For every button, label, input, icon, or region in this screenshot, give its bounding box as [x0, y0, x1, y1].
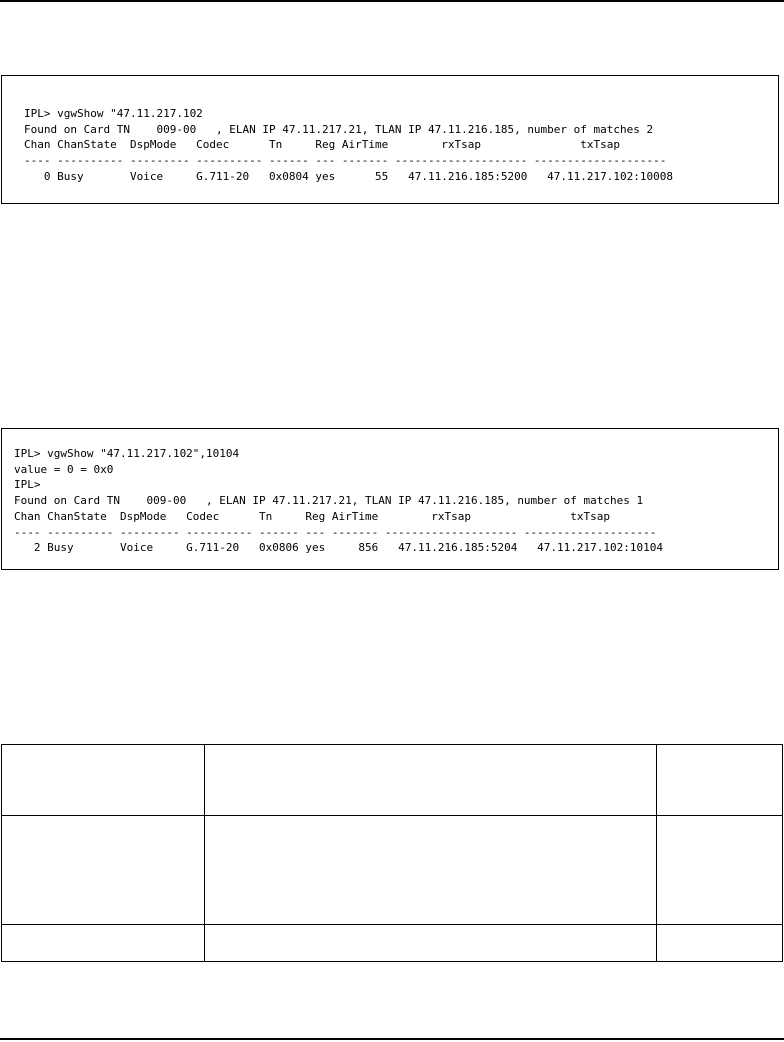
terminal-line: Found on Card TN 009-00 , ELAN IP 47.11.217.21, TLAN IP 47.11.216.185, number of matches 2 [24, 122, 654, 136]
table-cell [657, 745, 783, 816]
terminal-line: ---- ---------- --------- ---------- ------ --- ------- -------------------- -------------------- [14, 525, 657, 539]
terminal-line: Found on Card TN 009-00 , ELAN IP 47.11.217.21, TLAN IP 47.11.216.185, number of matches 1 [14, 494, 644, 508]
table-cell [2, 925, 205, 962]
terminal-line: Chan ChanState DspMode Codec Tn Reg AirTime rxTsap txTsap [24, 138, 621, 152]
terminal-line: IPL> [14, 478, 41, 492]
terminal-line: IPL> vgwShow "47.11.217.102 [24, 107, 203, 120]
table-cell [657, 925, 783, 962]
terminal-line: 0 Busy Voice G.711-20 0x0804 yes 55 47.11.216.185:5200 47.11.217.102:10008 [24, 169, 674, 183]
table-row [2, 745, 783, 816]
terminal-line: IPL> vgwShow "47.11.217.102",10104 [14, 447, 240, 460]
table-row [2, 816, 783, 925]
table-cell [2, 816, 205, 925]
top-rule [0, 0, 784, 2]
table-cell [2, 745, 205, 816]
terminal-output-box-1 [1, 75, 779, 204]
terminal-line: ---- ---------- --------- ---------- ------ --- ------- -------------------- -------------------- [24, 154, 667, 168]
table-cell [205, 925, 657, 962]
bottom-rule [0, 1038, 784, 1040]
terminal-output-2 [14, 446, 778, 556]
terminal-output-1 [24, 106, 778, 185]
table-cell [205, 745, 657, 816]
empty-table [1, 744, 783, 962]
terminal-output-box-2 [1, 428, 779, 570]
terminal-line: 2 Busy Voice G.711-20 0x0806 yes 856 47.11.216.185:5204 47.11.217.102:10104 [14, 541, 664, 555]
table-cell [657, 816, 783, 925]
terminal-line: value = 0 = 0x0 [14, 462, 114, 476]
terminal-line: Chan ChanState DspMode Codec Tn Reg AirTime rxTsap txTsap [14, 509, 611, 523]
table-cell [205, 816, 657, 925]
table-row [2, 925, 783, 962]
